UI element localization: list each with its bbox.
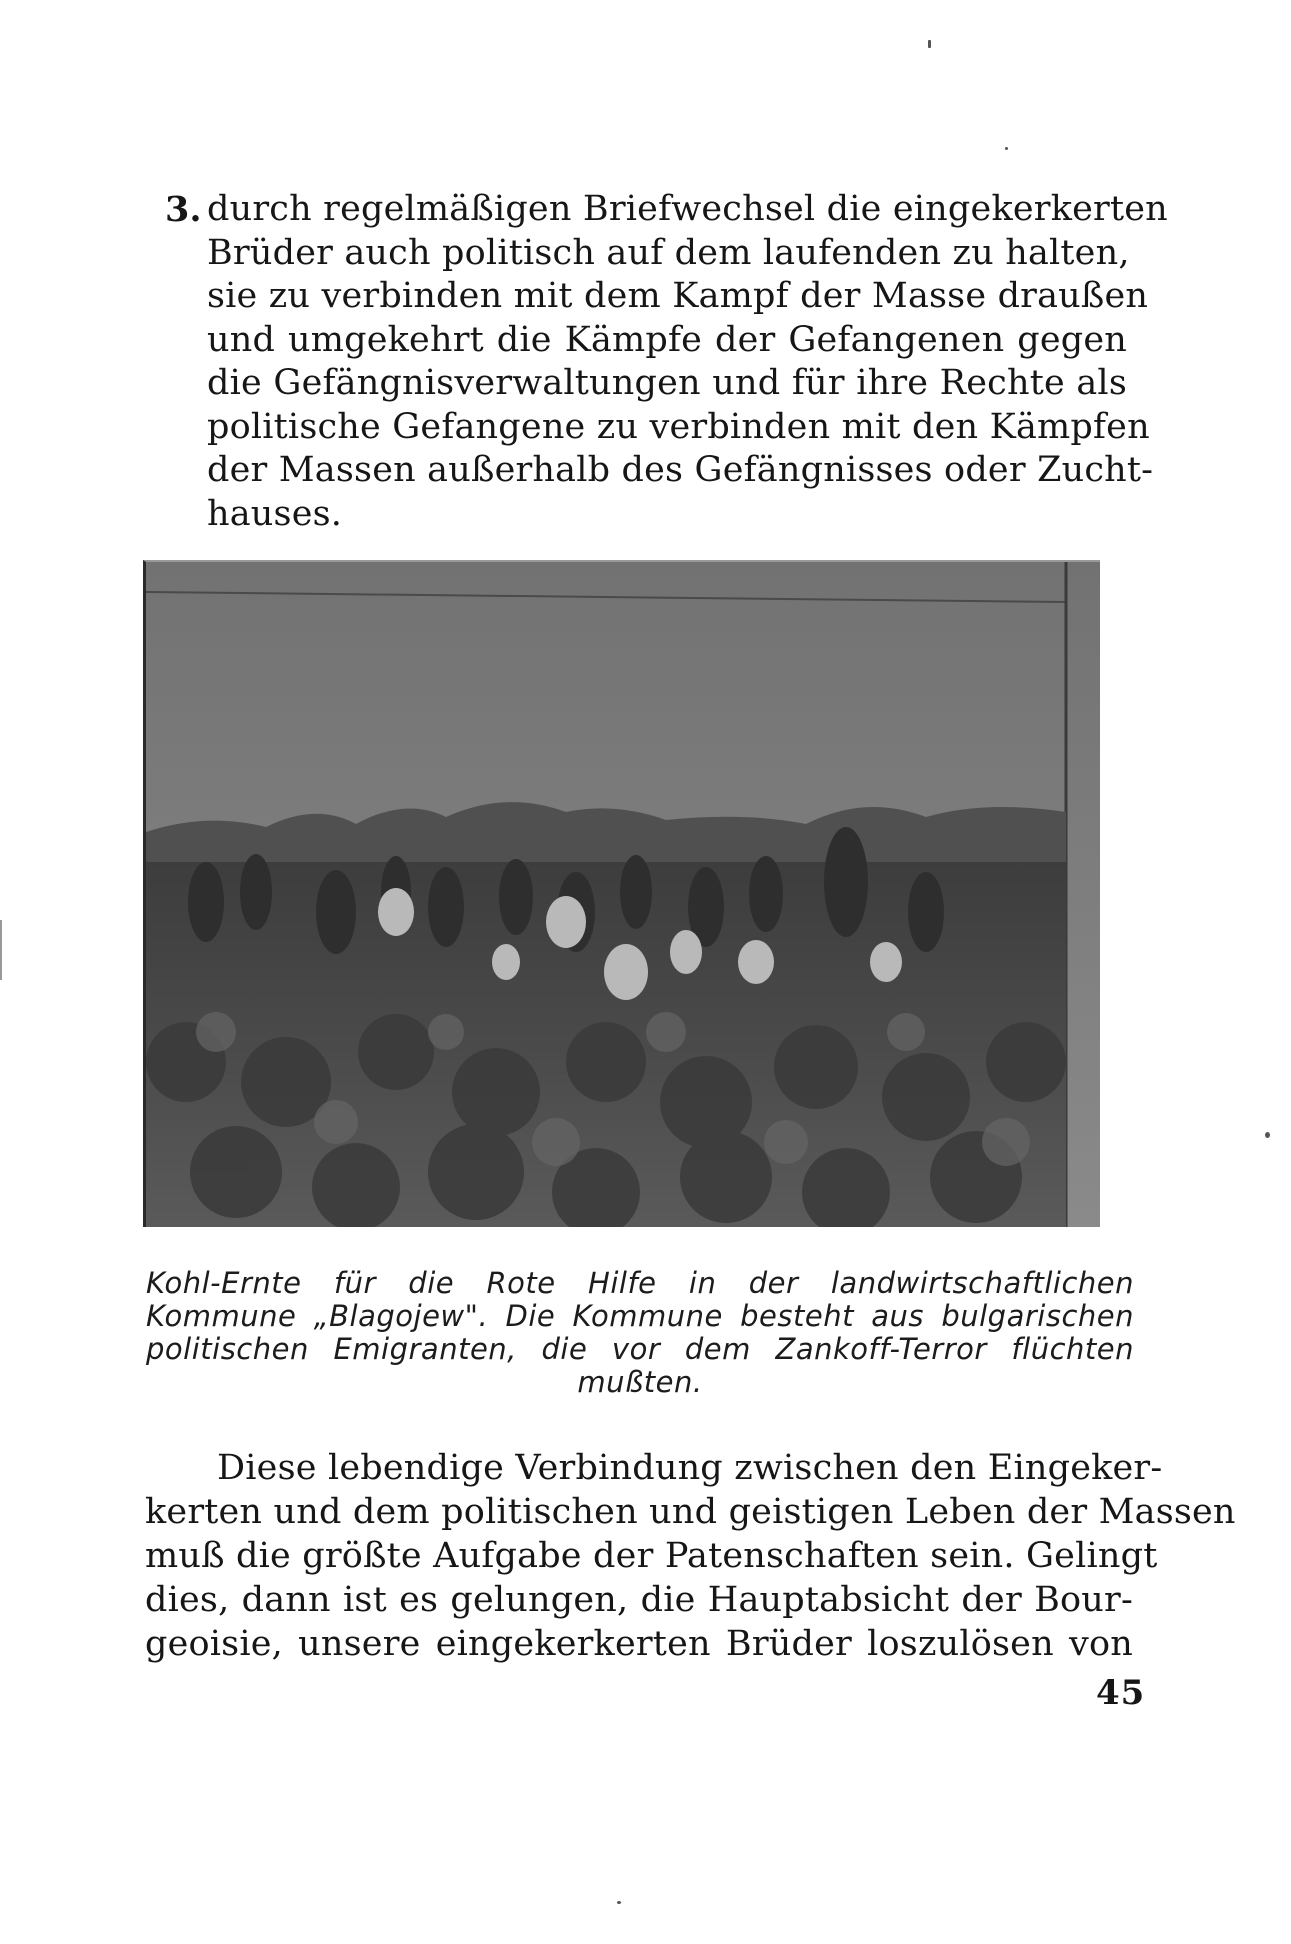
- list-line: sie zu verbinden mit dem Kampf der Masse draußen: [207, 276, 1149, 316]
- list-line: politische Gefangene zu verbinden mit den Kämpfen: [207, 406, 1150, 447]
- body-line: kerten und dem politischen und geistigen Leben der Massen: [145, 1492, 1236, 1532]
- body-line: muß die größte Aufgabe der Patenschaften sein. Gelingt: [145, 1536, 1158, 1576]
- body-line: Diese lebendige Verbindung zwischen den Eingeker-: [217, 1448, 1163, 1488]
- caption-line: Kohl-Ernte für die Rote Hilfe in der landwirtschaftlichen: [146, 1266, 1134, 1300]
- list-line: Brüder auch politisch auf dem laufenden zu halten,: [207, 232, 1130, 273]
- harvest-photo: [143, 560, 1100, 1227]
- caption-line: Kommune „Blagojew". Die Kommune besteht aus bulgarischen: [146, 1299, 1134, 1333]
- list-line: der Massen außerhalb des Gefängnisses oder Zucht-: [207, 450, 1154, 490]
- photo-caption: [146, 1267, 1134, 1399]
- caption-line: mußten.: [577, 1365, 703, 1399]
- list-item-3: [165, 188, 1168, 536]
- page-number: 45: [1096, 1673, 1146, 1713]
- caption-line: politischen Emigranten, die vor dem Zankoff-Terror flüchten: [146, 1332, 1134, 1366]
- list-line: durch regelmäßigen Briefwechsel die eingekerkerten: [207, 189, 1168, 229]
- list-line: und umgekehrt die Kämpfe der Gefangenen gegen: [207, 319, 1127, 360]
- body-line: dies, dann ist es gelungen, die Hauptabsicht der Bour-: [145, 1580, 1133, 1620]
- body-paragraph: [145, 1446, 1236, 1666]
- harvest-photo-illustration: [146, 562, 1100, 1227]
- list-number: 3.: [165, 189, 202, 230]
- body-line: geoisie, unsere eingekerkerten Brüder loszulösen von: [145, 1624, 1133, 1664]
- list-line: die Gefängnisverwaltungen und für ihre Rechte als: [207, 363, 1127, 403]
- list-line: hauses.: [207, 493, 343, 534]
